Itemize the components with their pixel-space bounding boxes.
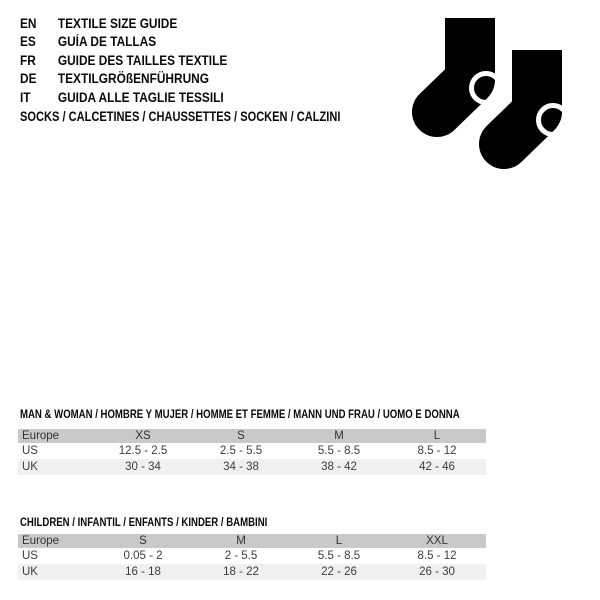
- size-value: 34 - 38: [223, 461, 259, 473]
- column-header-region: Europe: [22, 535, 60, 547]
- language-label: TEXTILE SIZE GUIDE: [57, 16, 178, 31]
- size-value: 5.5 - 8.5: [317, 550, 361, 562]
- size-value: 12.5 - 2.5: [118, 445, 168, 457]
- language-label: TEXTILGRÖßENFÜHRUNG: [57, 71, 209, 87]
- size-value: 8.5 - 12: [417, 445, 457, 457]
- size-value: 22 - 26: [321, 566, 357, 578]
- table-header-row: [18, 534, 486, 548]
- category-title: SOCKS / CALCETINES / CHAUSSETTES / SOCKEN / CALZINI: [20, 109, 341, 124]
- table-row-uk: [18, 459, 486, 475]
- language-code: FR: [20, 52, 36, 68]
- column-header-size: XS: [135, 430, 151, 442]
- sock-left-icon: [437, 18, 501, 112]
- size-value: 42 - 46: [419, 461, 455, 473]
- row-label: US: [22, 445, 38, 457]
- language-label: GUIDA ALLE TAGLIE TESSILI: [57, 89, 224, 105]
- column-header-region: Europe: [22, 430, 60, 442]
- table-header-row: [18, 429, 486, 443]
- language-list: [20, 15, 256, 107]
- table-row-uk: [18, 564, 486, 580]
- column-header-size: XXL: [426, 535, 448, 547]
- size-value: 8.5 - 12: [417, 550, 457, 562]
- table-row-us: [18, 443, 486, 459]
- column-header-size: L: [433, 430, 441, 442]
- table-title: MAN & WOMAN / HOMBRE Y MUJER / HOMME ET FEMME / MANN UND FRAU / UOMO E DONNA: [20, 407, 460, 421]
- column-header-size: L: [335, 535, 343, 547]
- row-label: UK: [22, 461, 38, 473]
- row-label: US: [22, 550, 38, 562]
- column-header-size: S: [237, 430, 245, 442]
- language-label: GUÍA DE TALLAS: [57, 34, 157, 50]
- language-row-de: [20, 70, 227, 88]
- language-code: IT: [20, 89, 31, 105]
- size-table-man-woman: [18, 407, 486, 475]
- column-header-size: S: [139, 535, 147, 547]
- size-value: 2 - 5.5: [224, 550, 258, 562]
- column-header-size: M: [334, 430, 344, 442]
- column-header-size: M: [236, 535, 246, 547]
- sock-right-icon: [504, 50, 564, 144]
- language-row-en: [20, 15, 227, 33]
- size-table-children: [18, 515, 486, 580]
- row-label: UK: [22, 566, 38, 578]
- size-value: 26 - 30: [419, 566, 455, 578]
- socks-icon: [404, 10, 564, 180]
- size-value: 16 - 18: [125, 566, 161, 578]
- language-code: DE: [20, 71, 37, 87]
- size-value: 5.5 - 8.5: [317, 445, 361, 457]
- size-value: 30 - 34: [125, 461, 161, 473]
- language-label: GUIDE DES TAILLES TEXTILE: [57, 52, 228, 68]
- language-code: ES: [20, 34, 36, 50]
- table-title: CHILDREN / INFANTIL / ENFANTS / KINDER / BAMBINI: [20, 515, 268, 529]
- size-value: 2.5 - 5.5: [219, 445, 263, 457]
- size-value: 38 - 42: [321, 461, 357, 473]
- language-row-fr: [20, 52, 227, 70]
- size-value: 18 - 22: [223, 566, 259, 578]
- language-code: EN: [20, 16, 37, 31]
- size-value: 0.05 - 2: [123, 550, 163, 562]
- table-row-us: [18, 548, 486, 564]
- language-row-it: [20, 89, 227, 107]
- language-row-es: [20, 33, 227, 51]
